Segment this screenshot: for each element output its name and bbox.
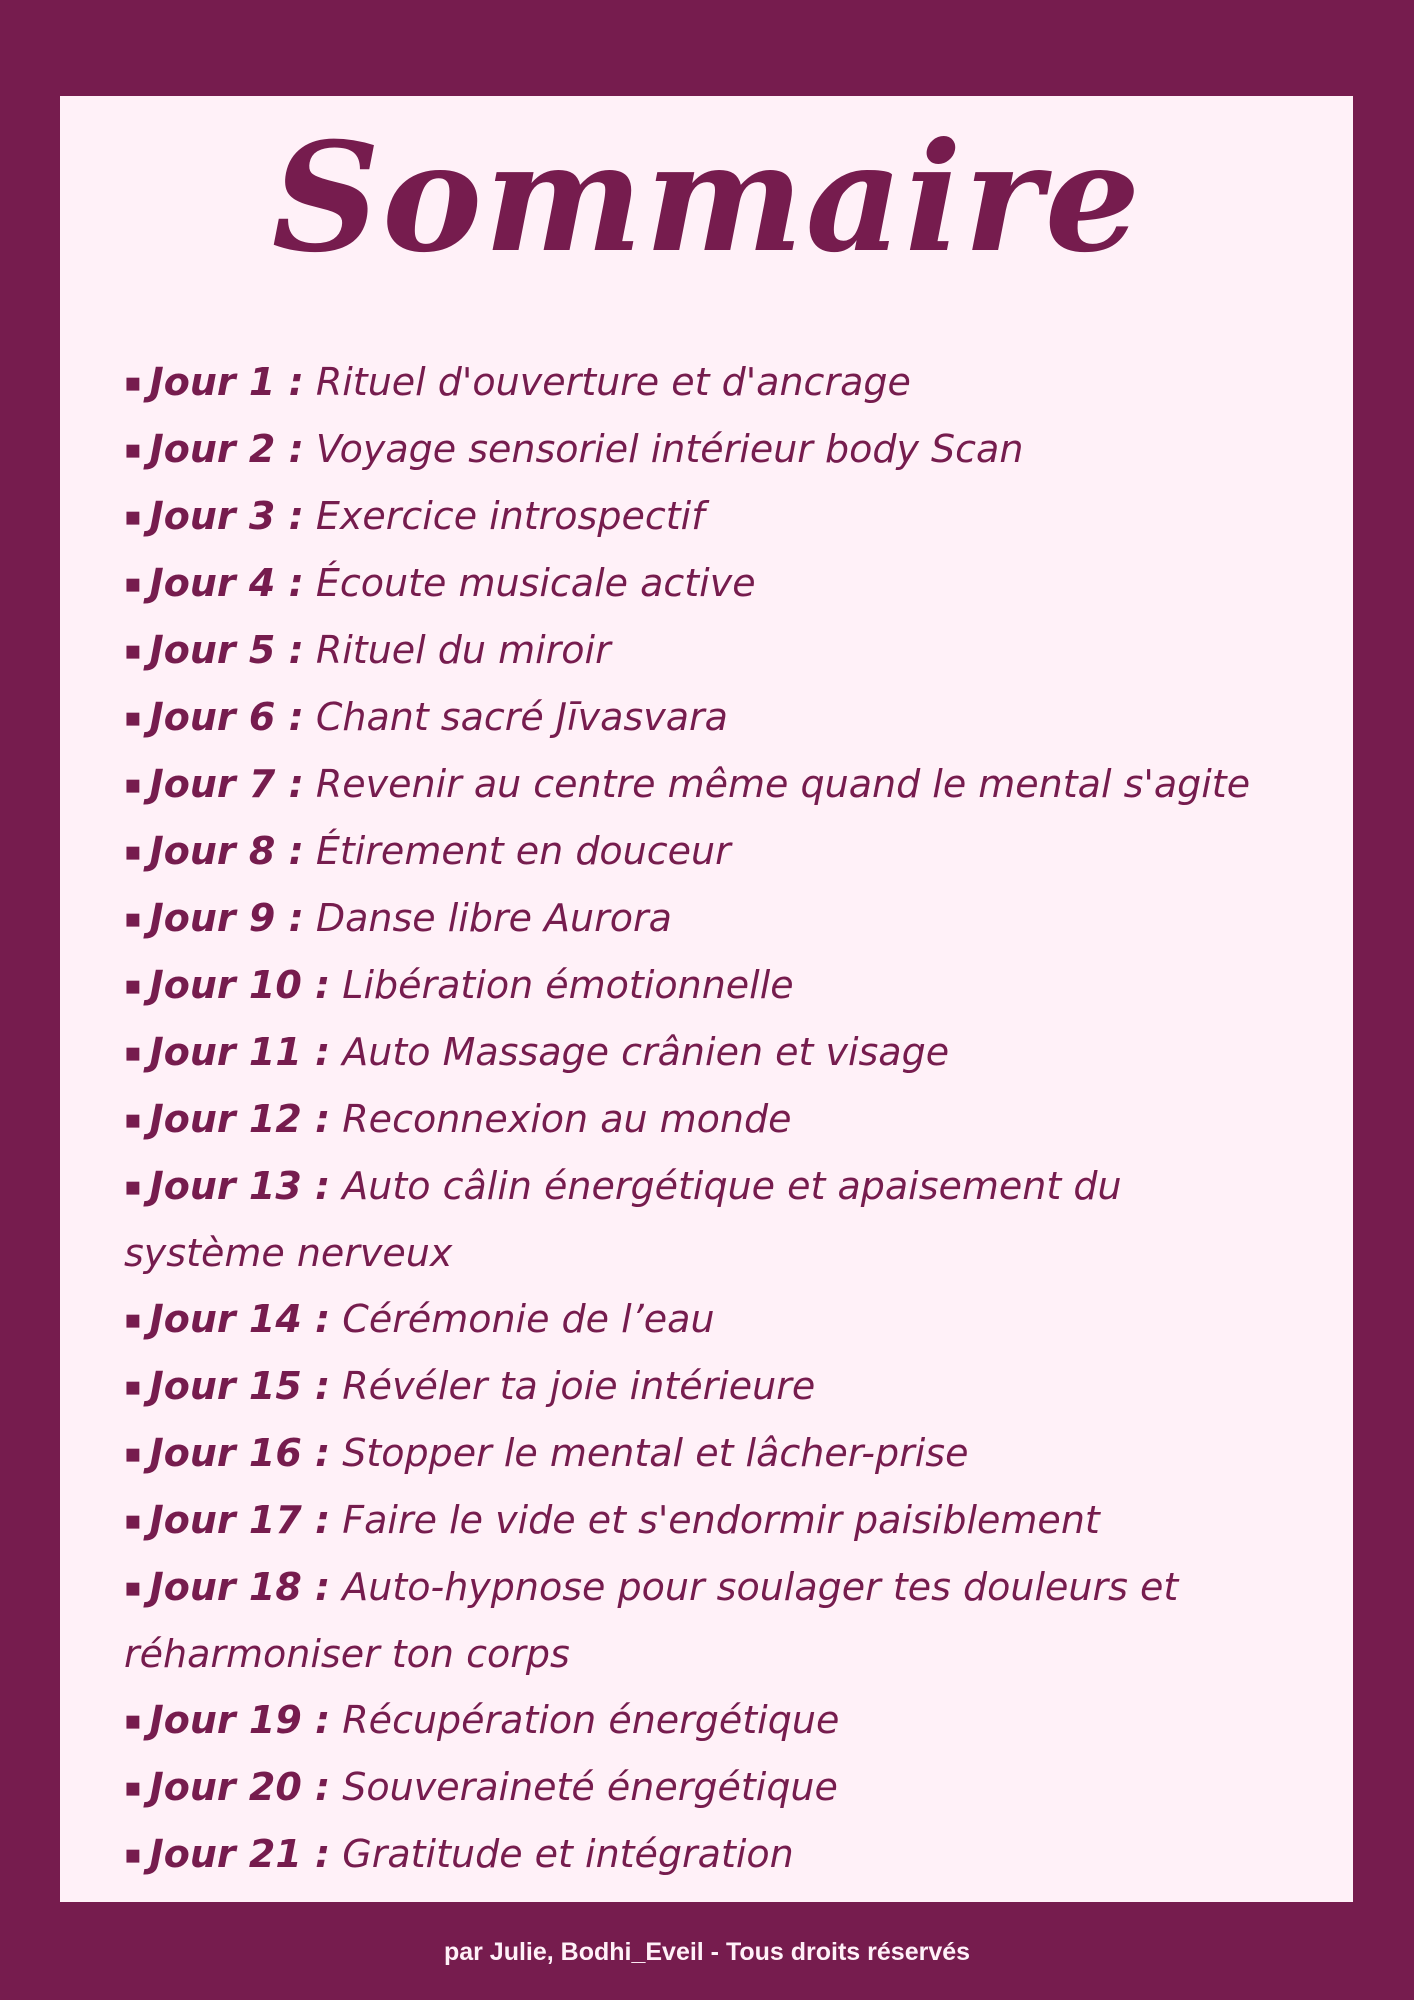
toc-entry-text: Voyage sensoriel intérieur body Scan <box>303 427 1024 471</box>
bullet-icon: ▪ <box>124 1172 142 1202</box>
toc-entry <box>124 1554 1274 1687</box>
bullet-icon: ▪ <box>124 502 142 532</box>
toc-entry-text: Auto Massage crânien et visage <box>330 1030 950 1074</box>
bullet-icon: ▪ <box>124 1305 142 1335</box>
toc-entry-text: Exercice introspectif <box>303 494 705 538</box>
bullet-icon: ▪ <box>124 904 142 934</box>
bullet-icon: ▪ <box>124 1840 142 1870</box>
toc-entry-text: Danse libre Aurora <box>303 896 672 940</box>
bullet-icon: ▪ <box>124 1372 142 1402</box>
toc-entry-day: Jour 7 : <box>149 762 304 806</box>
toc-entry-day: Jour 13 : <box>149 1164 331 1208</box>
toc-entry-day: Jour 21 : <box>149 1832 331 1876</box>
footer-credit: par Julie, Bodhi_Eveil - Tous droits réservés <box>443 1938 971 1966</box>
toc-entry <box>124 1487 1274 1554</box>
bullet-icon: ▪ <box>124 1038 142 1068</box>
toc-entry-text: Récupération énergétique <box>330 1698 840 1742</box>
toc-entry-text: Révéler ta joie intérieure <box>330 1364 816 1408</box>
toc-entry-day: Jour 1 : <box>149 360 304 404</box>
toc-entry-text: Libération émotionnelle <box>330 963 794 1007</box>
toc-entry-text: Gratitude et intégration <box>330 1832 794 1876</box>
toc-entry-day: Jour 9 : <box>149 896 304 940</box>
toc-entry <box>124 1687 1274 1754</box>
toc-entry <box>124 349 1274 416</box>
toc-entry <box>124 952 1274 1019</box>
toc-entry <box>124 1153 1274 1286</box>
toc-entry <box>124 550 1274 617</box>
bullet-icon: ▪ <box>124 703 142 733</box>
toc-entry-text: Rituel du miroir <box>303 628 611 672</box>
toc-entry-day: Jour 11 : <box>149 1030 331 1074</box>
toc-entry-day: Jour 18 : <box>149 1565 331 1609</box>
toc-entry <box>124 1353 1274 1420</box>
toc-entry-text: Stopper le mental et lâcher-prise <box>330 1431 969 1475</box>
toc-entry-text: Auto-hypnose pour soulager tes douleurs et réharmoniser ton corps <box>124 1565 1179 1676</box>
bullet-icon: ▪ <box>124 368 142 398</box>
bullet-icon: ▪ <box>124 435 142 465</box>
toc-entry-text: Souveraineté énergétique <box>330 1765 838 1809</box>
table-of-contents <box>124 349 1274 1888</box>
toc-entry-day: Jour 15 : <box>149 1364 331 1408</box>
bullet-icon: ▪ <box>124 569 142 599</box>
toc-entry-day: Jour 3 : <box>149 494 304 538</box>
bullet-icon: ▪ <box>124 1573 142 1603</box>
bullet-icon: ▪ <box>124 1706 142 1736</box>
bullet-icon: ▪ <box>124 770 142 800</box>
toc-entry <box>124 1420 1274 1487</box>
toc-entry-text: Revenir au centre même quand le mental s'agite <box>303 762 1251 806</box>
bullet-icon: ▪ <box>124 1439 142 1469</box>
toc-entry-day: Jour 16 : <box>149 1431 331 1475</box>
bullet-icon: ▪ <box>124 971 142 1001</box>
toc-entry <box>124 684 1274 751</box>
toc-entry <box>124 1821 1274 1888</box>
toc-entry <box>124 416 1274 483</box>
toc-entry-day: Jour 4 : <box>149 561 304 605</box>
toc-entry-day: Jour 8 : <box>149 829 304 873</box>
toc-entry-text: Cérémonie de l’eau <box>330 1297 715 1341</box>
toc-entry <box>124 1754 1274 1821</box>
toc-entry <box>124 483 1274 550</box>
toc-entry-text: Écoute musicale active <box>303 561 756 605</box>
toc-entry <box>124 818 1274 885</box>
bullet-icon: ▪ <box>124 1105 142 1135</box>
toc-entry-text: Étirement en douceur <box>303 829 731 873</box>
toc-entry-text: Reconnexion au monde <box>330 1097 792 1141</box>
bullet-icon: ▪ <box>124 1773 142 1803</box>
toc-entry <box>124 751 1274 818</box>
toc-entry-day: Jour 17 : <box>149 1498 331 1542</box>
toc-entry <box>124 1019 1274 1086</box>
toc-entry-text: Faire le vide et s'endormir paisiblement <box>330 1498 1100 1542</box>
toc-entry-day: Jour 12 : <box>149 1097 331 1141</box>
bullet-icon: ▪ <box>124 837 142 867</box>
toc-entry-text: Rituel d'ouverture et d'ancrage <box>303 360 911 404</box>
toc-entry <box>124 885 1274 952</box>
toc-entry <box>124 1286 1274 1353</box>
toc-entry-day: Jour 14 : <box>149 1297 331 1341</box>
toc-entry <box>124 617 1274 684</box>
bullet-icon: ▪ <box>124 636 142 666</box>
toc-entry-day: Jour 19 : <box>149 1698 331 1742</box>
toc-entry-text: Chant sacré Jīvasvara <box>303 695 728 739</box>
toc-entry-day: Jour 6 : <box>149 695 304 739</box>
bullet-icon: ▪ <box>124 1506 142 1536</box>
toc-entry <box>124 1086 1274 1153</box>
toc-entry-text: Auto câlin énergétique et apaisement du système nerveux <box>124 1164 1122 1275</box>
toc-entry-day: Jour 10 : <box>149 963 331 1007</box>
toc-entry-day: Jour 2 : <box>149 427 304 471</box>
toc-entry-day: Jour 5 : <box>149 628 304 672</box>
page-title: Sommaire <box>271 110 1143 286</box>
toc-entry-day: Jour 20 : <box>149 1765 331 1809</box>
